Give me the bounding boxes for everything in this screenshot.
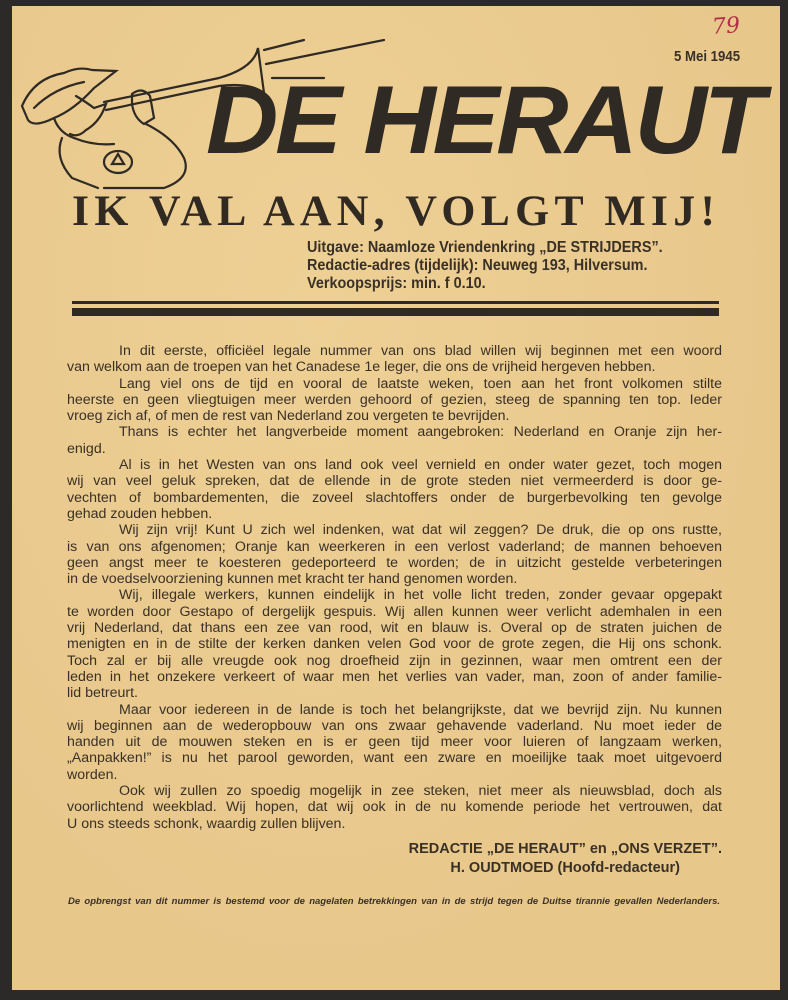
article-line: wij beginnen aan de wederopbouw van ons zwaar gehavende vaderland. Nu moet ieder de bbox=[67, 717, 722, 734]
article-line: vrij Nederland, dat thans een zee van rood, wit en blauw is. Overal op de straten juichen de bbox=[67, 620, 722, 637]
article-line: voorlichtend weekblad. Wij hopen, dat wij ook in de nu komende periode het vertrouwen, dat bbox=[67, 799, 722, 816]
article-line: te worden door Gestapo of dergelijk gespuis. Wij allen kunnen weer verlicht ademhalen in een bbox=[67, 603, 722, 620]
article-line: Maar voor iedereen in de lande is toch het belangrijkste, dat we bevrijd zijn. Nu kunnen bbox=[119, 701, 722, 718]
article-line: in de voedselvoorziening kunnen met kracht ter hand genomen worden. bbox=[67, 571, 518, 588]
article-line: lid betreurt. bbox=[67, 685, 138, 702]
article-line: wij van veel geluk spreken, dat de ellende in de grote steden niet vermeerderd is door ge- bbox=[67, 473, 722, 490]
article-line: Ook wij zullen zo spoedig mogelijk in zee steken, niet meer als nieuwsblad, doch als bbox=[119, 783, 722, 800]
editorial-signature: REDACTIE „DE HERAUT” en „ONS VERZET”. bbox=[408, 841, 722, 857]
article-line: van welkom aan de troepen van het Canadese 1e leger, die ons de vrijheid hergeven hebben. bbox=[67, 359, 656, 376]
article-line: handen uit de mouwen steken en is er geen tijd meer voor luieren of langzaam werken, bbox=[67, 734, 722, 751]
article-line: U ons steeds schonk, waardig zullen blijven. bbox=[67, 815, 346, 832]
article-paragraph bbox=[67, 376, 722, 425]
article-line: gehad zouden hebben. bbox=[67, 505, 213, 522]
article-line: menigten en in de stilte der kerken danken velen God voor de grote zegen, die Hij ons schonk. bbox=[67, 636, 722, 653]
article-paragraph bbox=[67, 424, 722, 457]
editorial-address-line: Redactie-adres (tijdelijk): Neuweg 193, Hilversum. bbox=[307, 257, 648, 274]
article-paragraph bbox=[67, 522, 722, 587]
article-line: „Aanpakken!” is nu het parool geworden, want een zware en moeilijke taak moet uitgevoerd bbox=[67, 750, 722, 767]
article-line: Al is in het Westen van ons land ook veel vernield en onder water gezet, toch mogen bbox=[119, 457, 722, 474]
article-line: Thans is echter het langverbeide moment aangebroken: Nederland en Oranje zijn her- bbox=[119, 424, 722, 441]
article-line: enigd. bbox=[67, 440, 106, 457]
article-paragraph bbox=[67, 343, 722, 376]
article-line: leden in het onzekere verkeert of waar men het verlies van vader, man, zoon of ander familie- bbox=[67, 668, 722, 685]
price-line: Verkoopsprijs: min. f 0.10. bbox=[307, 275, 486, 292]
article-line: worden. bbox=[67, 766, 118, 783]
issue-date: 5 Mei 1945 bbox=[674, 48, 741, 65]
article-line: vroeg zich af, of men de rest van Nederland zou vergeten te bevrijden. bbox=[67, 408, 510, 425]
article-line: Lang viel ons de tijd en vooral de laatste weken, toen aan het front volkomen stilte bbox=[119, 375, 722, 392]
article-body bbox=[67, 343, 722, 832]
masthead-title: DE HERAUT bbox=[206, 66, 762, 174]
motto-headline: IK VAL AAN, VOLGT MIJ! bbox=[72, 188, 721, 235]
divider-thin bbox=[72, 301, 719, 304]
article-line: vechten of bombardementen, die zoveel slachtoffers onder de burgerbevolking ten gevolge bbox=[67, 489, 722, 506]
footnote: De opbrengst van dit nummer is bestemd voor de nagelaten betrekkingen van in de strijd tegen de Duitse tirannie gevallen Nederlanders. bbox=[68, 896, 720, 907]
article-paragraph bbox=[67, 457, 722, 522]
article-paragraph bbox=[67, 783, 722, 832]
article-line: In dit eerste, officiëel legale nummer van ons blad willen wij beginnen met een woord bbox=[119, 343, 722, 359]
article-paragraph bbox=[67, 587, 722, 701]
article-line: is van ons afgenomen; Oranje kan weerkeren in een verlost vaderland; de mannen behoeven bbox=[67, 538, 722, 555]
archive-number-annotation: 79 bbox=[711, 13, 741, 40]
article-line: Wij zijn vrij! Kunt U zich wel indenken, wat dat wil zeggen? De druk, die op ons rustte, bbox=[119, 522, 722, 539]
article-line: geen angst meer te koesteren gedeporteerd te worden; de in uitzicht gestelde verbeteringen bbox=[67, 554, 722, 571]
article-line: Wij, illegale werkers, kunnen eindelijk in het volle licht treden, zonder gevaar opgepakt bbox=[119, 587, 722, 604]
divider-thick bbox=[72, 308, 719, 316]
publication-info bbox=[307, 239, 689, 293]
article-paragraph bbox=[67, 702, 722, 783]
article-line: heerste en geen vliegtuigen meer werden gehoord of gezien, steeg de spanning ten top. Ieder bbox=[67, 391, 722, 408]
publisher-line: Uitgave: Naamloze Vriendenkring „DE STRIJDERS”. bbox=[307, 239, 663, 256]
article-line: Toch zal er bij alle vreugde ook nog droefheid zijn in gezinnen, waar men omtrent een der bbox=[67, 652, 722, 669]
signature-block bbox=[409, 840, 722, 878]
editor-in-chief-signature: H. OUDTMOED (Hoofd-redacteur) bbox=[450, 860, 680, 876]
